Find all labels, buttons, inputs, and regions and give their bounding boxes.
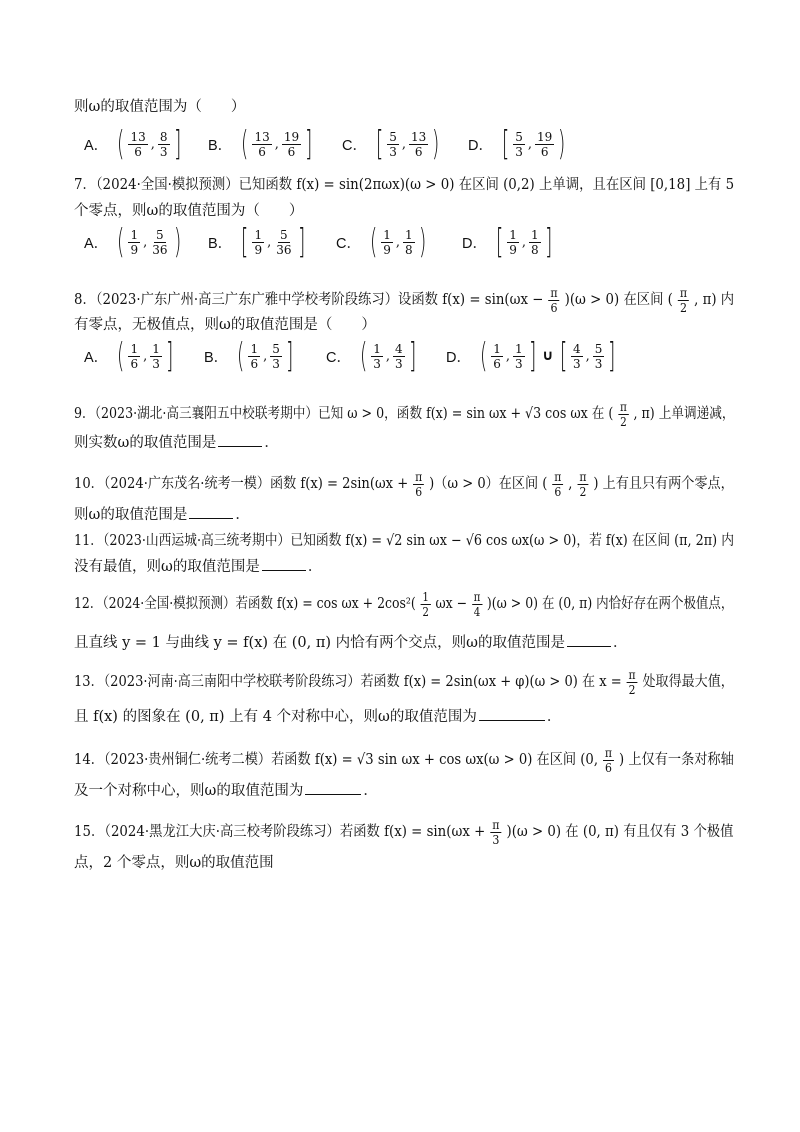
option-b[interactable]: B． ( $\frac{1}{6}$ , $\frac{5}{3}$ ] xyxy=(204,336,294,376)
question-6-stem-tail: 则ω的取值范围为（ ） xyxy=(74,99,246,115)
question-7-line-2: 个零点，则ω的取值范围为（ ） xyxy=(74,203,304,219)
question-14-line-1: 14．（2023·贵州铜仁·统考二模）若函数 f(x) = √3 sin ωx + cos ωx(ω > 0) 在区间 (0, $\frac{\pi}{6}$ ) 上仅有一条对称轴 xyxy=(74,745,734,775)
answer-blank[interactable] xyxy=(567,632,611,647)
option-c[interactable]: C． ( $\frac{1}{3}$ , $\frac{4}{3}$ ] xyxy=(326,336,416,376)
question-7-options xyxy=(74,222,734,262)
question-15-line-1: 15．（2024·黑龙江大庆·高三校考阶段练习）若函数 f(x) = sin(ωx + $\frac{\pi}{3}$ )(ω > 0) 在 (0, π) 有且仅有 3 个极值 xyxy=(74,817,734,847)
answer-blank[interactable] xyxy=(479,706,545,721)
question-15-line-2: 点，2 个零点，则ω的取值范围 xyxy=(74,855,274,871)
question-8-line-1: 8．（2023·广东广州·高三广东广雅中学校考阶段练习）设函数 f(x) = sin(ωx − $\frac{\pi}{6}$ )(ω > 0) 在区间 ( $\frac{\pi}{2}$ , π) 内 xyxy=(74,285,735,315)
option-a[interactable]: A． ( $\frac{1}{9}$ , $\frac{5}{36}$ ) xyxy=(84,222,181,262)
option-d[interactable]: D． [ $\frac{1}{9}$ , $\frac{1}{8}$ ] xyxy=(462,222,552,262)
question-10-line-2: 则ω的取值范围是 ． xyxy=(74,504,734,526)
question-11-line-1: 11．（2023·山西运城·高三统考期中）已知函数 f(x) = √2 sin ωx − √6 cos ωx(ω > 0)，若 f(x) 在区间 (π, 2π) 内 xyxy=(74,533,734,549)
question-10-line-1: 10．（2024·广东茂名·统考一模）函数 f(x) = 2sin(ωx + $\frac{\pi}{6}$ )（ω > 0）在区间 ( $\frac{\pi}{6}$ , $\frac{\pi}{2}$ ) 上有且只有两个零点， xyxy=(74,469,734,499)
option-a[interactable]: A． ( $\frac{13}{6}$ , $\frac{8}{3}$ ] xyxy=(84,124,181,164)
question-12-line-1: 12．（2024·全国·模拟预测）若函数 f(x) = cos ωx + 2cos²( $\frac{1}{2}$ ωx − $\frac{\pi}{4}$ )(ω > 0) 在 (0, π) 内恰好存在两个极值点， xyxy=(74,589,734,619)
question-9-line-2: 则实数ω的取值范围是 ． xyxy=(74,432,734,454)
answer-blank[interactable] xyxy=(189,504,233,519)
option-b[interactable]: B． ( $\frac{13}{6}$ , $\frac{19}{6}$ ] xyxy=(208,124,313,164)
option-b[interactable]: B． [ $\frac{1}{9}$ , $\frac{5}{36}$ ] xyxy=(208,222,305,262)
option-a[interactable]: A． ( $\frac{1}{6}$ , $\frac{1}{3}$ ] xyxy=(84,336,174,376)
question-8-options xyxy=(74,336,734,376)
question-11-line-2: 没有最值，则ω的取值范围是 ． xyxy=(74,556,734,578)
question-9-line-1: 9．（2023·湖北·高三襄阳五中校联考期中）已知 ω > 0，函数 f(x) = sin ωx + √3 cos ωx 在 ( $\frac{\pi}{2}$ , π) 上单调递减， xyxy=(74,399,735,429)
question-8-line-2: 有零点，无极值点，则ω的取值范围是（ ） xyxy=(74,317,376,333)
answer-blank[interactable] xyxy=(262,556,306,571)
option-c[interactable]: C． [ $\frac{5}{3}$ , $\frac{13}{6}$ ) xyxy=(342,124,440,164)
question-6-options xyxy=(74,124,734,164)
question-14-line-2: 及一个对称中心，则ω的取值范围为 ． xyxy=(74,780,734,802)
option-d[interactable]: D． [ $\frac{5}{3}$ , $\frac{19}{6}$ ) xyxy=(468,124,566,164)
question-13-line-1: 13．（2023·河南·高三南阳中学校联考阶段练习）若函数 f(x) = 2sin(ωx + φ)(ω > 0) 在 x = $\frac{\pi}{2}$ 处取得最大值， xyxy=(74,667,734,697)
answer-blank[interactable] xyxy=(305,780,361,795)
option-d[interactable]: D． ( $\frac{1}{6}$ , $\frac{1}{3}$ ] ∪ [ $\frac{4}{3}$ , $\frac{5}{3}$ ] xyxy=(446,336,616,376)
question-7-line-1: 7．（2024·全国·模拟预测）已知函数 f(x) = sin(2πωx)(ω > 0) 在区间 (0,2) 上单调，且在区间 [0,18] 上有 5 xyxy=(74,177,735,193)
question-12-line-2: 且直线 y = 1 与曲线 y = f(x) 在 (0, π) 内恰有两个交点，则ω的取值范围是 ． xyxy=(74,632,734,654)
answer-blank[interactable] xyxy=(218,432,262,447)
question-13-line-2: 且 f(x) 的图象在 (0, π) 上有 4 个对称中心，则ω的取值范围为 ． xyxy=(74,706,734,728)
option-c[interactable]: C． ( $\frac{1}{9}$ , $\frac{1}{8}$ ) xyxy=(336,222,426,262)
